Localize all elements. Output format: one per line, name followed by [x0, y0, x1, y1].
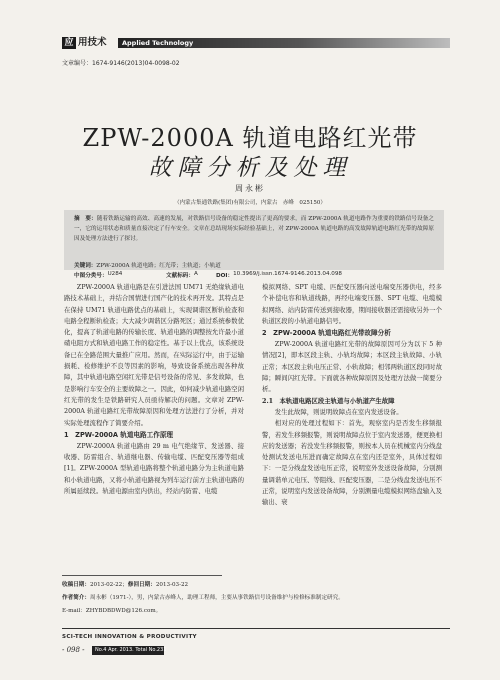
revised-date: 2013-03-22 [155, 582, 189, 588]
section-title-cn: 用技术 [78, 37, 107, 48]
section-heading-2: 2 ZPW-2000A 轨道电路红光带故障分析 [262, 329, 391, 338]
section-chip: 应 [62, 37, 76, 49]
doc-value: A [193, 271, 198, 277]
abstract-label: 摘 要： [74, 216, 97, 222]
author-bio-label: 作者简介： [62, 595, 90, 601]
doi-label: DOI： [216, 273, 234, 279]
keywords-label: 关键词： [74, 263, 97, 269]
revised-label: 修回日期： [127, 582, 156, 588]
issue-bar [92, 646, 167, 655]
author-bio: 周永彬（1971-），男，内蒙古赤峰人，助理工程师，主要从事铁路信号设备维护与检修标准制定研究。 [89, 595, 344, 601]
received-date: 2013-02-22； [89, 582, 128, 588]
abstract-text: 随着铁路运输的高效、高速的发展，对铁路信号设备的稳定性提出了更高的要求，而 ZPW-2000A 轨道电路作为重要的铁路信号设备之一，它的运用状态和质量直接决定了行车安全。文章在总结现场实际经验基础上，对 ZPW-2000A 轨道电路的高发故障轨道电路红光带的故障原因及处理方法进行了探讨。 [74, 216, 434, 242]
received-label: 收稿日期： [62, 582, 90, 588]
keywords [74, 261, 221, 269]
footnote-author [62, 593, 344, 601]
article-number: 文章编号：1674-9146(2013)04-0098-02 [62, 60, 180, 67]
body-column-right [262, 282, 442, 509]
keywords-text: ZPW-2000A 轨道电路；红光带；主轨道；小轨道 [96, 263, 221, 269]
doi-value: 10.3969/j.issn.1674-9146.2013.04.098 [233, 271, 342, 277]
cls-value: U284 [107, 271, 123, 277]
cls-label: 中图分类号： [74, 273, 108, 279]
doc-label: 文献标码： [166, 273, 194, 279]
fault-analysis-paragraph: ZPW-2000A 轨道电路红光带的故障原因可分为以下 5 种情况[2]，即本区段主轨、小轨均故障；本区段主轨故障、小轨正常；本区段主轨电压正常、小轨故障；相邻两轨道区段同时故障；瞬间闪红光带。下面就各种故障原因及处理方法做一简要分析。 [262, 340, 442, 394]
page-number: - 098 - [62, 646, 85, 654]
intro-paragraph: ZPW-2000A 轨道电路是在引进法国 UM71 无绝缘轨道电路技术基础上，并结合国情进行国产化的技术再开发。其特点是在保持 UM71 轨道电路优点的基础上，实现调谐区断轨检查和电路全程断轨检查；大大减少调谐区分路死区；通过系统参数优化，提高了轨道电路的传输长度、轨道电路的调整按允许最小道碴电阻方式和轨道电路工作的稳定性。基于以上优点，该系统设备已在全路范围大量推广应用。然而，在实际运行中，由于运输损耗、检修维护不良等因素的影响，导致设备系统出现各种故障，其中轨道电路空闲红光带是信号设备的常见、多发故障，也是影响行车安全的主要故障之一。因此，如何减少轨道电路空闲红光带的发生是铁路研究人员亟待解决的问题。文章对 ZPW-2000A 轨道电路红光带故障原因和处理方法进行了分析，并对实际处理流程作了简要介绍。 [64, 283, 244, 427]
body-column-left [64, 282, 244, 497]
paper-subtitle-line: 故障分析及处理 [148, 155, 352, 181]
section-heading-1: 1 ZPW-2000A 轨道电路工作原理 [64, 430, 174, 439]
footer-rule [62, 628, 450, 629]
footnote-dates [62, 580, 188, 588]
section-header [62, 37, 450, 49]
fault-location-paragraph: 发生此故障，则说明故障点在室内发送设备。 [274, 407, 403, 416]
issue-info: No.4 Apr. 2013. Total No.231 [95, 647, 167, 653]
continued-paragraph: 模拟网络、SPT 电缆、匹配变压器向送电端变压器供电，经多个补偿电容和轨道线路，再经电端变压器、SPT 电缆、电缆模拟网络、站内防雷传送到接收器，期间接收器还需接收另外一个轨道区段的小轨道电路信号。 [262, 283, 442, 325]
section-band [118, 38, 450, 48]
footnote-rule [62, 575, 222, 576]
principle-paragraph: ZPW-2000A 轨道电路由 29 m 电气绝缘节、发送器、接收器、防雷组合、轨道继电器、传输电缆、匹配变压器等组成[1]。ZPW-2000A 型轨道电路将整个轨道电路分为主轨道电路和小轨道电路，又将小轨道电路视为列车运行前方主轨道电路的所属延续段。轨道电源由室内供出，经站内防雷、电缆 [64, 441, 244, 496]
author-name: 周永彬 [235, 184, 265, 193]
footnote-email: E-mail：ZHYBDBDWD@126.com。 [62, 608, 162, 614]
journal-name: SCI-TECH INNOVATION & PRODUCTIVITY [62, 634, 197, 640]
handling-paragraph: 相对应的处理过程如下：首先，观察室内是否发生移频报警，若发生移频报警，则说明故障点位于室内发送器，便更换相应的发送器；若没发生移频报警，则按本人员在机械室内分线盘处测试发送电压进而确定故障点在室内还是室外，具体过程如下：一是分线盘发送电压正常，说明室外发送设备故障，分别测量调谐单元电压、等阻线、匹配变压器，二是分线盘发送电压不正常，说明室内发送设备故障，分别测量电缆模拟网络盘输入及输出、衰 [262, 419, 442, 507]
subsection-heading-2-1: 2.1 本轨道电路区段主轨道与小轨道产生故障 [262, 396, 395, 405]
abstract [74, 214, 434, 244]
section-title-en: Applied Technology [122, 39, 194, 47]
author-affiliation: （内蒙古集通铁路(集团)有限公司，内蒙古 赤峰 025150） [174, 200, 326, 206]
paper-title: ZPW-2000A 轨道电路红光带 [82, 124, 418, 152]
